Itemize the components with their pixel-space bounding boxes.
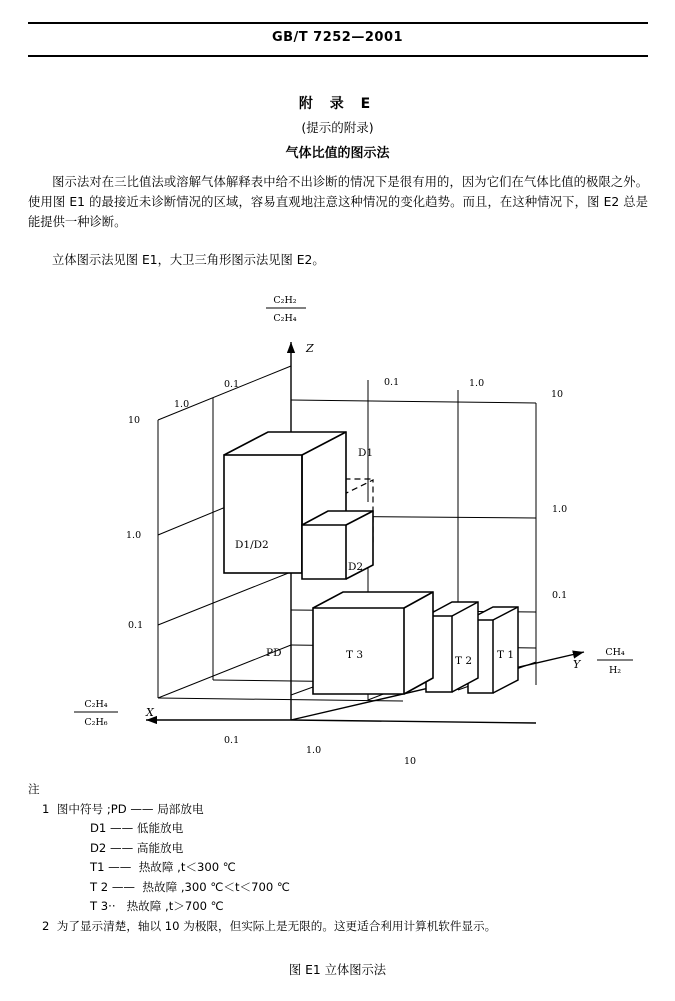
notes-title: 注 — [28, 782, 40, 796]
tick-bottom-10: 1.0 — [306, 745, 322, 756]
body-paragraph-2 — [28, 250, 648, 270]
svg-text:C₂H₄: C₂H₄ — [273, 313, 297, 324]
body-paragraph-1 — [28, 172, 648, 232]
zone-label-d1d2: D1/D2 — [235, 539, 269, 551]
note-item-3 — [28, 839, 648, 859]
zone-label-t1: T 1 — [497, 649, 515, 661]
tick-top-right-10: 1.0 — [469, 378, 485, 389]
tick-left-mid-10: 1.0 — [126, 530, 142, 541]
note-item-5 — [28, 878, 648, 898]
note-text-7: 为了显示清楚，轴以 10 为极限，但实际上是无限的。这更适合利用计算机软件显示。 — [56, 918, 497, 933]
note-item-2 — [28, 819, 648, 839]
tick-left-low-01: 0.1 — [128, 620, 144, 631]
zone-label-t2: T 2 — [455, 655, 473, 667]
note-item-4 — [28, 858, 648, 878]
tick-top-left-01: 0.1 — [224, 379, 240, 390]
note-text-1: 图中符号 ;PD —— 局部放电 — [56, 801, 204, 816]
tick-left-top-10: 10 — [128, 415, 141, 426]
header-rule-bottom — [28, 55, 648, 57]
z-axis-ratio — [266, 295, 306, 324]
tick-bottom-right-10: 10 — [404, 756, 417, 767]
axis-x-label: X — [146, 706, 154, 719]
svg-text:H₂: H₂ — [608, 665, 622, 676]
figure-e1 — [28, 280, 648, 770]
tick-top-left-10: 1.0 — [174, 399, 190, 410]
tick-top-right-01: 0.1 — [384, 377, 400, 388]
annex-title: 附 录 E — [298, 96, 377, 112]
tick-bottom-01: 0.1 — [224, 735, 240, 746]
zone-label-d1: D1 — [358, 447, 374, 459]
zone-label-t3: T 3 — [346, 649, 364, 661]
figure-e1-svg — [28, 280, 648, 770]
note-num-7: 2 — [42, 918, 50, 933]
annex-subtitle: (提示的附录) — [301, 120, 374, 135]
axis-y-label: Y — [573, 658, 581, 671]
svg-text:C₂H₆: C₂H₆ — [84, 717, 108, 728]
y-axis-ratio — [597, 647, 633, 676]
figure-caption: 图 E1 立体图示法 — [288, 963, 387, 977]
svg-text:C₂H₂: C₂H₂ — [273, 295, 297, 306]
note-text-5: T 2 —— 热故障 ,300 ℃＜t＜700 ℃ — [90, 879, 290, 894]
note-text-4: T1 —— 热故障 ,t＜300 ℃ — [90, 860, 236, 874]
axis-z-label: Z — [306, 342, 314, 355]
tick-right-mid-10: 1.0 — [552, 504, 568, 515]
body-paragraph-1-text: 图示法对在三比值法或溶解气体解释表中给不出诊断的情况下是很有用的，因为它们在气体比值的极限之外。使用图 E1 的最接近未诊断情况的区域，容易直观地注意这种情况的变化趋势。而且，在这种情况下，图 E2 总是能提供一种诊断。 — [28, 175, 648, 229]
tick-right-top-10: 10 — [551, 389, 564, 400]
zone-box-t3 — [313, 592, 433, 694]
annex-heading: 气体比值的图示法 — [285, 146, 390, 161]
note-text-2: D1 —— 低能放电 — [90, 821, 184, 835]
note-item-6 — [28, 897, 648, 917]
page-header-title: GB/T 7252—2001 — [271, 30, 404, 45]
svg-text:C₂H₄: C₂H₄ — [84, 699, 108, 710]
zone-label-d2: D2 — [348, 561, 364, 573]
note-item-7 — [28, 917, 648, 937]
x-axis-ratio — [74, 699, 118, 728]
note-text-6: T 3·· 热故障 ,t＞700 ℃ — [90, 899, 224, 913]
header-rule-top — [28, 22, 648, 24]
note-item-1 — [28, 800, 648, 820]
zone-label-pd: PD — [266, 647, 282, 659]
note-num-1: 1 — [42, 801, 50, 816]
note-text-3: D2 —— 高能放电 — [90, 840, 184, 855]
tick-right-low-01: 0.1 — [552, 590, 568, 601]
svg-text:CH₄: CH₄ — [605, 647, 625, 658]
body-paragraph-2-text: 立体图示法见图 E1，大卫三角形图示法见图 E2。 — [52, 253, 325, 267]
figure-notes — [28, 780, 648, 936]
